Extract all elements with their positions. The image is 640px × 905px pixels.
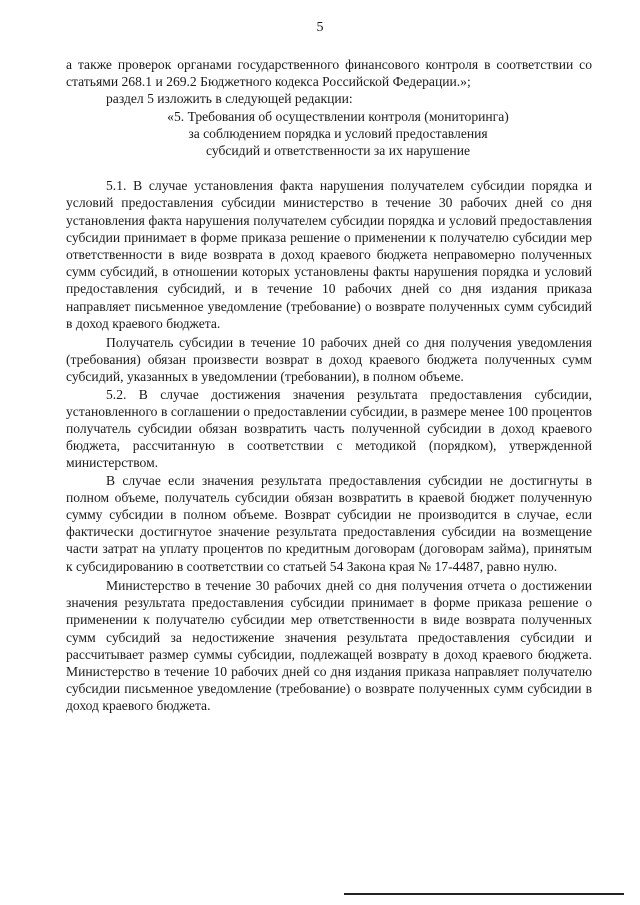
paragraph-not-achieved: В случае если значения результата предоставления субсидии не достигнуты в полном объеме, получатель субсидии обязан возвратить в краевой бюджет полученную сумму субсидии в полном объеме. Возврат субсидии не производится в случае, если фактически достигнутое значение результата предоставления субсидии на возмещение части затрат на уплату процентов по кредитным договорам (договорам займа), принятым к субсидированию в соответствии со статьей 54 Закона края № 17-4487, равно нулю.	[66, 472, 592, 574]
footer-rule	[344, 893, 624, 895]
document-body	[66, 56, 592, 715]
paragraph-5-2: 5.2. В случае достижения значения результата предоставления субсидии, установленного в соглашении о предоставлении субсидии, в размере менее 100 процентов получатель субсидии обязан возвратить часть полученной субсидии в доход краевого бюджета, рассчитанную в соответствии с методикой (порядком), утвержденной министерством.	[66, 386, 592, 471]
instruction-line: раздел 5 изложить в следующей редакции:	[106, 91, 353, 107]
opening-paragraph: а также проверок органами государственного финансового контроля в соответствии со статьями 268.1 и 269.2 Бюджетного кодекса Российской Федерации.»;	[66, 57, 592, 90]
section-heading-line-3: субсидий и ответственности за их нарушение	[205, 143, 471, 159]
paragraph-recipient-return: Получатель субсидии в течение 10 рабочих дней со дня получения уведомления (требования) обязан произвести возврат в доход краевого бюджета полученных сумм субсидий, указанных в уведомлении (требовании), в полном объеме.	[66, 335, 592, 385]
page-number: 5	[316, 20, 324, 35]
section-heading-line-2: за соблюдением порядка и условий предоставления	[188, 125, 488, 141]
paragraph-5-1: 5.1. В случае установления факта нарушения получателем субсидии порядка и условий предоставления субсидии министерство в течение 30 рабочих дней со дня установления факта нарушения получателем субсидии порядка и условий предоставления субсидии принимает в форме приказа решение о применении к получателю субсидии мер ответственности в виде возврата в доход краевого бюджета неправомерно полученных сумм субсидий, в отношении которых установлены факты нарушения порядка и условий предоставления субсидий, и в течение 10 рабочих дней со дня издания приказа направляет письменное уведомление (требование) о возврате полученных сумм субсидий в доход краевого бюджета.	[66, 178, 592, 331]
section-heading-line-1: «5. Требования об осуществлении контроля (мониторинга)	[167, 108, 509, 124]
paragraph-ministry-report: Министерство в течение 30 рабочих дней со дня получения отчета о достижении значения результата предоставления субсидии принимает в форме приказа решение о применении к получателю субсидии мер ответственности в виде возврата полученных сумм субсидий за недостижение значения результата предоставления субсидии и рассчитывает размер суммы субсидии, подлежащей возврату в доход краевого бюджета. Министерство в течение 10 рабочих дней со дня издания приказа направляет получателю субсидии письменное уведомление (требование) о возврате полученных сумм субсидии в доход краевого бюджета.	[66, 577, 592, 714]
section-heading	[66, 108, 592, 160]
